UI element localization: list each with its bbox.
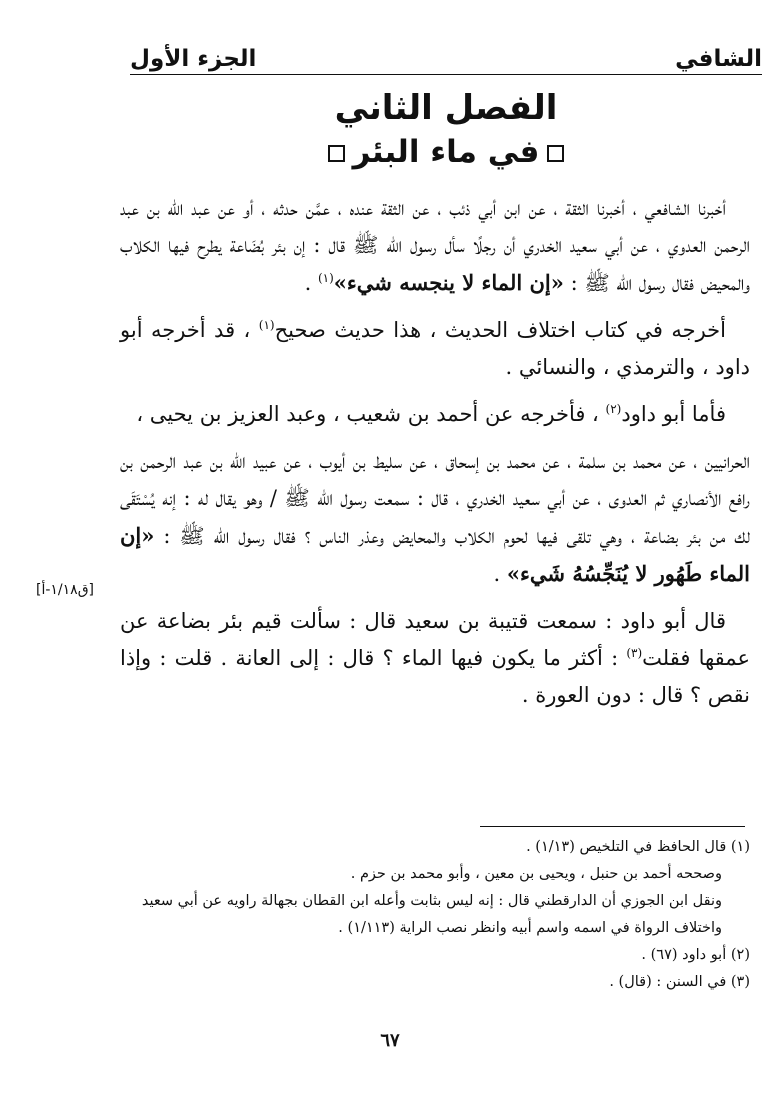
paragraph-4-end: .: [493, 562, 507, 586]
running-head: [130, 32, 762, 72]
paragraph-4-text: الحرانيين ، عن محمد بن سلمة ، عن محمد بن إسحاق ، عن سليط بن أيوب ، عن عبيد اللّٰه بن عبد الرحمن بن رافع الأنصاري ثم العدوى ، عن أبي سعيد الخدري ، قال : سمعت رسول اللّٰه ﷺ / وهو يقال له : إنه يُسْتَقَى لك من بئر بضاعة ، وهي تلقى فيها لحوم الكلاب والمحايض وعذر الناس ؟ فقال رسول اللّٰه ﷺ :: [120, 449, 750, 548]
paragraph-3: [120, 396, 750, 433]
main-text: [120, 190, 750, 724]
paragraph-5-text: قال أبو داود : سمعت قتيبة بن سعيد قال : سألت قيم بئر بضاعة عن عمقها فقلت: [120, 609, 750, 670]
paragraph-2-text-end: ، قد أخرجه أبو داود ، والترمذي ، والنسائي .: [120, 318, 750, 379]
paragraph-2-text: أخرجه في كتاب اختلاف الحديث ، هذا حديث صحيح: [274, 318, 727, 342]
paragraph-3-text-end: ، فأخرجه عن أحمد بن شعيب ، وعبد العزيز بن يحيى ،: [136, 402, 606, 426]
paragraph-2: [120, 312, 750, 386]
book-title: الشافي: [675, 46, 762, 72]
volume-label: الجزء الأول: [130, 46, 257, 72]
footnotes: [120, 834, 750, 996]
footnote-ref[interactable]: (١): [317, 271, 334, 285]
paragraph-5: [120, 603, 750, 714]
square-ornament-icon: [328, 145, 345, 162]
hadith-quote: «إن الماء لا ينجسه شيء»: [333, 270, 564, 295]
footnote-ref[interactable]: (٢): [605, 402, 622, 416]
paragraph-1: [120, 190, 750, 302]
footnote-1-line-2: وصححه أحمد بن حنبل ، ويحيى بن معين ، وأبو محمد بن حزم .: [350, 866, 722, 882]
footnote-3: (٣) في السنن : (قال) .: [609, 974, 750, 990]
footnote-2: (٢) أبو داود (٦٧) .: [641, 947, 750, 963]
paragraph-4: [120, 443, 750, 593]
header-rule: [130, 74, 762, 75]
paragraph-5-text-end: : أكثر ما يكون فيها الماء ؟ قال : إلى العانة . قلت : وإذا نقص ؟ قال : دون العورة .: [120, 646, 750, 707]
footnote-rule: [480, 826, 745, 827]
chapter-subtitle-text: في ماء البئر: [352, 134, 540, 170]
chapter-subtitle: [130, 134, 762, 170]
footnote-1-line-3: ونقل ابن الجوزي أن الدارقطني قال : إنه ليس بثابت وأعله ابن القطان بجهالة راويه عن أبي سعيد: [141, 893, 722, 909]
footnote-1-line-4: واختلاف الرواة في اسمه واسم أبيه وانظر نصب الراية (١/١١٣) .: [338, 920, 722, 936]
footnote-1: (١) قال الحافظ في التلخيص (١/١٣) .: [526, 839, 750, 855]
paragraph-3-text: فأما أبو داود: [621, 402, 726, 426]
square-ornament-icon: [547, 145, 564, 162]
footnote-ref[interactable]: (٣): [626, 646, 643, 660]
hadith-quote: «إن الماء طَهُور لا يُنَجِّسُهُ شَيء»: [120, 523, 750, 586]
paragraph-1-end: .: [304, 271, 318, 295]
page-number: ٦٧: [380, 1030, 400, 1051]
paragraph-1-text: أخبرنا الشافعي ، أخبرنا الثقة ، عن ابن أبي ذئب ، عن الثقة عنده ، عمَّن حدثه ، أو عن عبد اللّٰه بن عبد الرحمن العدوي ، عن أبي سعيد الخدري أن رجلًا سأل رسول اللّٰه ﷺ قال : إن بئر بُضَاعة يطرح فيها الكلاب والمحيض فقال رسول اللّٰه ﷺ :: [120, 196, 750, 295]
chapter-title: الفصل الثاني: [334, 88, 558, 128]
footnote-ref[interactable]: (١): [258, 318, 275, 332]
manuscript-margin-note: [ق١/١٨-أ]: [36, 582, 95, 598]
